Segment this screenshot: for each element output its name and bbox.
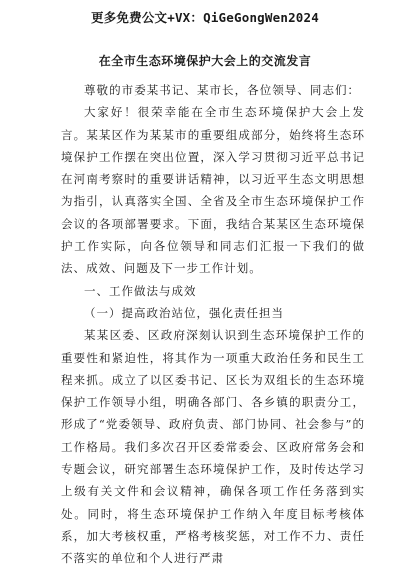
document-title: 在全市生态环境保护大会上的交流发言 [98, 54, 312, 68]
body-paragraph-clip [61, 324, 365, 567]
subsection-heading: （一）提高政治站位，强化责任担当 [84, 305, 284, 320]
watermark-header: 更多免费公文+VX：QiGeGongWen2024 [91, 10, 319, 25]
opening-paragraph: 大家好！很荣幸能在全市生态环境保护大会上发言。某某区作为某某市的重要组成部分，始终将生态环境保护工作摆在突出位置，深入学习贯彻习近平总书记在河南考察时的重要讲话精神，以习近平生态文明思想为指引，认真落实全国、全省及全市生态环境保护工作会议的各项部署要求。下面，我结合某某区生态环境保护工作实际，向各位领导和同志们汇报一下我们的做法、成效、问题及下一步工作计划。 [61, 105, 365, 276]
document-body [61, 79, 365, 567]
body-paragraph: 某某区委、区政府深刻认识到生态环境保护工作的重要性和紧迫性，将其作为一项重大政治任务和民生工程来抓。成立了以区委书记、区长为双组长的生态环境保护工作领导小组，明确各部门、各乡镇的职责分工，形成了“党委领导、政府负责、部门协同、社会参与”的工作格局。我们多次召开区委常委会、区政府常务会和专题会议，研究部署生态环境保护工作，及时传达学习上级有关文件和会议精神，确保各项工作任务落到实处。同时，将生态环境保护工作纳入年度目标考核体系，加大考核权重，严格考核奖惩，对工作不力、责任不落实的单位和个人进行严肃 [61, 328, 365, 566]
section-heading: 一、工作做法与成效 [84, 283, 197, 298]
salutation: 尊敬的市委某书记、某市长，各位领导、同志们： [84, 83, 361, 97]
